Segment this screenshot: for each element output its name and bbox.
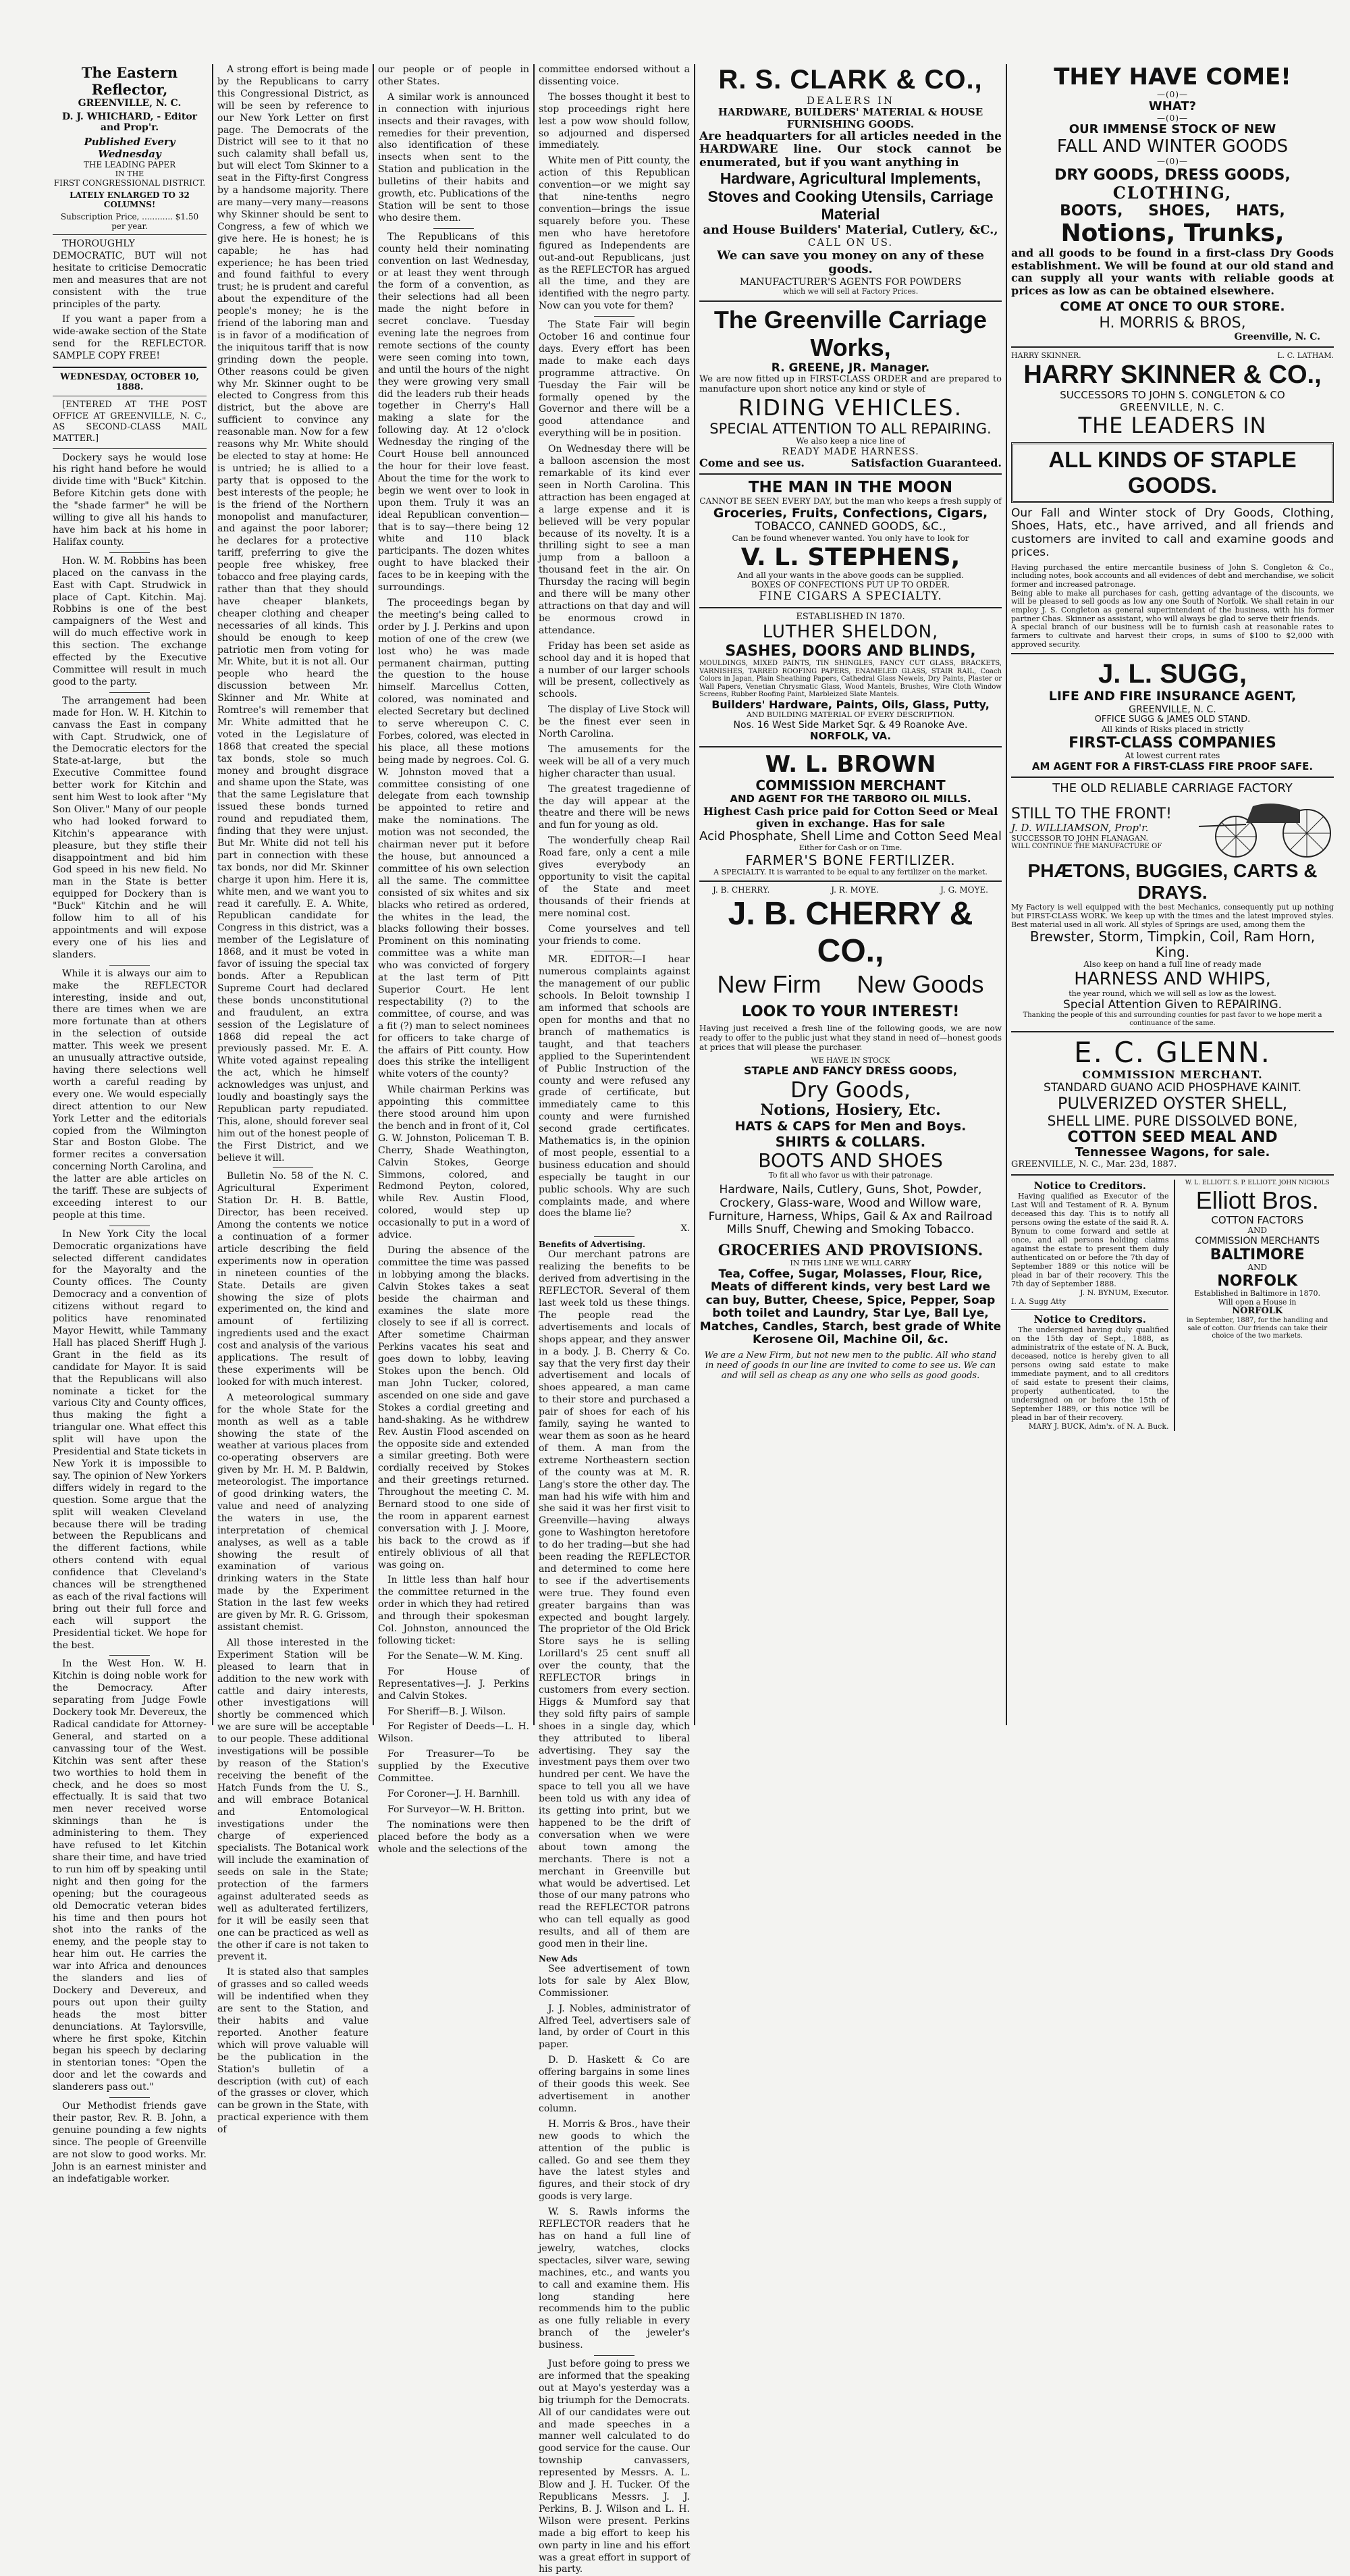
ad-elliott-line: COMMISSION MERCHANTS — [1195, 1235, 1320, 1246]
new-ad-note: W. S. Rawls informs the REFLECTOR readers that he has on hand a full line of jewelry, watches, clocks spectacles, silver ware, sewing machines, etc., and wants you to call and examine them. His long standing here recommends him to the public as one fully reliable in every branch of the jeweler's business. — [539, 2207, 690, 2351]
article-paragraph: A similar work is announced in connection with injurious insects and their ravages, with remedies for their prevention, also identification of these insects when sent to the Station and publication in the bulletins of their habits and growth, etc. Publications of the Station will be sent to those who desire them. — [378, 91, 529, 224]
column-rule — [694, 64, 695, 1725]
ad-cherry-line: Dry Goods, — [790, 1076, 911, 1103]
ad-skinner-partner: L. C. LATHAM. — [1277, 351, 1334, 361]
ad-clark-line: HARDWARE, BUILDERS' MATERIAL & HOUSE FURNISHING GOODS. — [718, 106, 983, 130]
notice-text: Having qualified as Executor of the Last Will and Testament of R. A. Bynum deceased this day. This is to notify all persons owing the estate of the said R. A. Bynum to come forward and settle at once, and all persons holding claims against the estate to present them duly authenticated on or before the 7th day of September 1889 or this notice will be plead in bar of their recovery. This the 7th day of September 1888. — [1011, 1191, 1169, 1288]
ad-sheldon-line: SASHES, DOORS AND BLINDS, — [725, 643, 976, 660]
ad-williamson-line: HARNESS AND WHIPS, — [1074, 969, 1271, 990]
ad-clark-line: Hardware, Agricultural Implements, Stoves and Cooking Utensils, Carriage Material — [707, 169, 994, 224]
ad-morris-line: DRY GOODS, DRESS GOODS, — [1054, 166, 1291, 184]
article-paragraph: In little less than half hour the committee returned in the order in which they had retired and through their spokesman Col. Johnston, announced the following ticket: — [378, 1575, 529, 1646]
ad-carriage-line: We also keep a nice line of — [796, 436, 905, 446]
ad-cherry-new-firm: New Firm — [717, 970, 821, 998]
ad-elliott-line: COTTON FACTORS — [1211, 1213, 1304, 1226]
article-paragraph: On Wednesday there will be a balloon ascension the most remarkable of its kind ever seen in North Carolina. This attraction has been engaged at a large expense and it is believed will be very popular because of its novelty. It is a thrilling sight to see a man jump from a balloon a thousand feet in the air. On Thursday the racing will begin and there will be many other attractions on that day and will be enormous crowd in attendance. — [539, 444, 690, 636]
ad-williamson-line: the year round, which we will sell as low as the lowest. — [1069, 989, 1276, 998]
new-ad-note: D. D. Haskett & Co are offering bargains in some lines of their goods this week. See advertisement in another column. — [539, 2055, 690, 2114]
article-paragraph: Our Methodist friends gave their pastor, Rev. R. B. John, a genuine pounding a few nights since. The people of Greenville are not slow to good works. Mr. John is an earnest minister and an indefatigable worker. — [53, 2101, 207, 2184]
ad-glenn-line: GREENVILLE, N. C., Mar. 23d, 1887. — [1011, 1159, 1177, 1169]
letter-paragraph: MR. EDITOR:—I hear numerous complaints against the management of our public schools. In Beloit township I am informed that schools are open for months and that no branch of mathematics is taught, and that teachers applied to the Superintendent of Public Instruction of the county and were refused any grade of certificate, but immediately came to this county and were furnished second grade certificates. Mathematics is, in the opinion of most people, essential to a business education and should especially be taught in our public schools. Why are such complaints made, and where does the blame lie? — [539, 954, 690, 1219]
ad-skinner-line: A special branch of our business will be to furnish cash at reasonable rates to farmers to cultivate and harvest their crops, in sums of $100 to $2,000 with approved security. — [1011, 623, 1334, 649]
ad-carriage-line: Satisfaction Guaranteed. — [850, 456, 1002, 469]
column-4 — [539, 64, 690, 2575]
masthead-subscription: Subscription Price, ............ $1.50 per year. — [60, 212, 199, 231]
ad-sugg-line: All kinds of Risks placed in strictly — [1101, 725, 1244, 735]
ad-elliott-line: BALTIMORE — [1210, 1246, 1305, 1263]
ad-carriage-line: We are now fitted up in FIRST-CLASS ORDER and are prepared to manufacture upon short notice any kind or style of — [699, 374, 1002, 395]
masthead-leading-3: FIRST CONGRESSIONAL DISTRICT. — [53, 178, 206, 188]
ad-cherry-line: Notions, Hosiery, Etc. — [760, 1101, 941, 1120]
notice-heading: Notice to Creditors. — [1033, 1179, 1146, 1192]
ad-clark-line: We can save you money on any of these goods. — [717, 248, 984, 277]
column-5-ads — [699, 64, 1002, 1725]
ad-sugg — [1011, 658, 1334, 772]
ad-cherry-line: To fit all who favor us with their patronage. — [768, 1170, 933, 1180]
ad-sheldon — [699, 612, 1002, 742]
ad-clark-line: Are headquarters for all articles needed in the HARDWARE line. Our stock cannot be enumerated, but if you want anything in — [699, 129, 1002, 169]
ad-sheldon-line: NORFOLK, VA. — [809, 730, 892, 743]
article-paragraph: The bosses thought it best to stop proceedings right here lest a pow wow should follow, so adjourned and dispersed immediately. — [539, 91, 690, 151]
ad-glenn-line: SHELL LIME. PURE DISSOLVED BONE, — [1047, 1112, 1298, 1129]
ad-williamson-line: THE OLD RELIABLE CARRIAGE FACTORY — [1052, 781, 1293, 796]
article-paragraph: In the West Hon. W. H. Kitchin is doing noble work for the Democracy. After separating from Judge Fowle Dockery took Mr. Devereux, the Radical candidate for Attorney-General, and started on a canvassing tour of the West. Kitchin was sent after these two worthies to hold them in check, and he does so most effectually. It is said that two men never received worse skinnings than he is administering to them. They have refused to let Kitchin share their time, and have tried to run him off by speaking until night and then going for the opening; but the courageous old Democratic veteran bides his time and then pours hot shot into the ranks of the enemy, and the people stay to hear him out. He carries the war into Africa and denounces the slanders and lies of Dockery and Devereux, and pours out upon their guilty heads the most bitter denunciations. At Taylorsville, where he first spoke, Kitchin began his speech by declaring in stentorian tones: "Open the door and let the cowards and slanderers pass out." — [53, 1658, 207, 2093]
ticket-line: For the Senate—W. M. King. — [387, 1650, 523, 1662]
ad-clark-line: and House Builders' Material, Cutlery, &C., — [703, 222, 998, 237]
ad-morris-line: and all goods to be found in a first-class Dry Goods establishment. We will be found at our old stand and can supply all your wants with reliable goods at prices as low as can be obtained elsewhere. — [1011, 246, 1334, 297]
postal-entry: [ENTERED AT THE POST OFFICE AT GREENVILLE, N. C., AS SECOND-CLASS MAIL MATTER.] — [53, 400, 207, 444]
ad-stephens-line: BOXES OF CONFECTIONS PUT UP TO ORDER. — [751, 579, 950, 589]
ad-morris-place: Greenville, N. C. — [1234, 332, 1320, 343]
ad-cherry-line: GROCERIES AND PROVISIONS. — [718, 1241, 983, 1259]
ad-glenn-line: Tennessee Wagons, for sale. — [1075, 1145, 1270, 1160]
ad-cherry-partner: J. R. MOYE. — [831, 885, 880, 895]
ad-elliott-line: NORFOLK — [1232, 1306, 1283, 1317]
new-ad-note: See advertisement of town lots for sale by Alex Blow, Commissioner. — [539, 1963, 690, 1999]
ad-clark-line: which we will sell at Factory Prices. — [782, 287, 919, 296]
ad-sheldon-est: ESTABLISHED IN 1870. — [796, 612, 905, 623]
section-heading: Benefits of Advertising. — [539, 1240, 646, 1250]
letter-signature: X. — [680, 1224, 690, 1234]
ad-stephens-line: CANNOT BE SEEN EVERY DAY, but the man who keeps a fresh supply of — [699, 496, 1002, 506]
ad-h-morris: THEY HAVE COME! —(0)— WHAT? —(0)— OUR IMMENSE STOCK OF NEW FALL AND WINTER GOODS —(0)— DRY GOODS, DRESS GOODS, CLOTHING, BOOTS, SHOES, HATS, Notions, Trunks, and all goods to be found in a first-class Dry Goods establishment. We will be found at our old stand and can supply all your wants with reliable goods at prices as low as can be obtained elsewhere. COME AT ONCE TO OUR STORE. H. MORRIS & BROS, Greenville, N. C. — [1011, 63, 1334, 343]
ad-cherry-partner: J. G. MOYE. — [940, 885, 988, 895]
ad-elliott-line: AND — [1247, 1263, 1268, 1273]
ad-brown-line: FARMER'S BONE FERTILIZER. — [745, 851, 956, 868]
masthead-leading-1: THE LEADING PAPER — [83, 160, 176, 169]
notice-heading: Notice to Creditors. — [1033, 1313, 1146, 1325]
buggy-illustration — [1199, 796, 1334, 860]
ad-glenn — [1011, 1036, 1334, 1170]
ad-stephens-line: TOBACCO, CANNED GOODS, &C., — [755, 520, 946, 534]
column-rule — [1006, 64, 1007, 1725]
ad-stephens-line: FINE CIGARS A SPECIALTY. — [759, 589, 942, 603]
masthead-published: Published Every Wednesday — [84, 136, 176, 160]
ad-skinner-line: ALL KINDS OF STAPLE GOODS. — [1048, 446, 1297, 498]
ad-skinner-partner: HARRY SKINNER. — [1011, 351, 1081, 361]
ad-brown-line: Acid Phosphate, Shell Lime and Cotton Seed Meal — [699, 829, 1002, 844]
column-1 — [53, 64, 207, 2184]
ad-glenn-line: PULVERIZED OYSTER SHELL, — [1057, 1094, 1288, 1113]
article-paragraph: White men of Pitt county, the action of this Republican convention—or we might say that nine-tenths negro convention—brings the issue squarely before you. These men who have heretofore figured as Independents are out-and-out Republicans, just as the REFLECTOR has argued all the time, and they are identified with the negro party. Now can you vote for them? — [539, 155, 690, 312]
masthead-sample: If you want a paper from a wide-awake section of the State send for the REFLECTOR. SAMPLE COPY FREE! — [53, 314, 207, 362]
ad-skinner-line: Being able to make all purchases for cash, getting advantage of the discounts, we will be pleased to sell goods as low any one South of Norfolk. We shall retain in our employ J. S. Congleton as general superintendent of the business, with his former partner Chas. Skinner as assistant, who will always be glad to serve their friends. — [1011, 588, 1334, 623]
article-paragraph: During the absence of the committee the time was passed in lobbying among the blacks. Calvin Stokes takes a seat beside the chairman and examines the slate more closely to see if all is correct. After sometime Chairman Perkins vacates his seat and goes down to lobby, leaving Stokes upon the bench. Old man John Tucker, colored, ascended on one side and gave Stokes a cordial greeting and hand-shaking. As he withdrew Rev. Austin Flood ascended on the opposite side and extended a similar greeting. Both were cordially received by Stokes and their greetings returned. Throughout the meeting C. M. Bernard stood to one side of the room in apparent earnest conversation with J. J. Moore, his back to the crowd as if entirely oblivious of all that was going on. — [378, 1245, 529, 1571]
ad-sugg-line: At lowest current rates — [1125, 751, 1220, 761]
ad-morris-name: H. MORRIS & BROS, — [1099, 314, 1246, 332]
article-paragraph: While it is always our aim to make the REFLECTOR interesting, inside and out, there are times when we are more fortunate than at others in the selection of outside matter. This week we present an unusually attractive outside, having there selections well worth a careful reading by every one. We would especially direct attention to our New York Letter and the editorials copied from the Wilmington Star and Boston Globe. The former recites a conversation concerning North Carolina, and the latter are able articles on the tariff. These are subjects of exceeding interest to our people at this time. — [53, 968, 207, 1221]
ad-williamson-line: J. D. WILLIAMSON, Prop'r. — [1011, 822, 1149, 835]
ad-skinner-name: HARRY SKINNER & CO., — [1023, 360, 1322, 389]
ad-williamson-line: SUCCESSOR TO JOHN FLANAGAN. — [1011, 833, 1148, 843]
ad-williamson-line: WILL CONTINUE THE MANUFACTURE OF — [1011, 843, 1162, 851]
ad-skinner-line: Our Fall and Winter stock of Dry Goods, Clothing, Shoes, Hats, etc., have arrived, and all friends and customers are invited to call and examine goods and prices. — [1011, 506, 1334, 560]
ad-williamson-line: Also keep on hand a full line of ready made — [1083, 960, 1262, 970]
ad-sheldon-line: AND BUILDING MATERIAL OF EVERY DESCRIPTION. — [746, 710, 955, 720]
ad-harry-skinner — [1011, 352, 1334, 649]
article-paragraph: It is stated also that samples of grasses and so called weeds will be indentified when they are sent to the Station, and their habits and value reported. Another feature which will prove valuable will be the publication in the Station's bulletin of a description (with cut) of each of the grasses or clover, which can be grown in the State, with practical experience with them of — [217, 1967, 369, 2136]
ad-brown-line: AND AGENT FOR THE TARBORO OIL MILLS. — [730, 793, 971, 806]
section-heading: New Ads — [539, 1953, 578, 1964]
ad-carriage-name: The Greenville Carriage Works, — [713, 305, 988, 362]
ad-williamson — [1011, 782, 1334, 1027]
column-rule — [373, 64, 374, 1725]
legal-notices — [1011, 1180, 1168, 1431]
article-paragraph: A strong effort is being made by the Republicans to carry this Congressional District, as will be seen by reference to our New York Letter on first page. The Democrats of the District will see to it that no such calamity shall befall us, but will elect Tom Skinner to a seat in the Fifty-first Congress by a handsome majority. There are many—very many—reasons why Skinner should be sent to Congress, a few of which we give here. He is honest; he is capable; he has had experience; he has been tried and found faithful to every trust; he is prudent and careful about the expenditure of the people's money; he is the friend of the laboring man and is in favor of a modification of the iniquitous tariff that is now grinding down the people. Other reasons could be given why Mr. Skinner ought to be elected to Congress from this district, but the above are sufficient to convince any reasonable man. Now for a few reasons why Mr. White should be elected to stay at home: He is untried; he is allied to a party that is opposed to the best interests of the people; he is the friend of the Northern monopolist and manufacturer, and against the poor laborer; he declares for a protective tariff, preferring to give the people free whiskey, free tobacco and free playing cards, rather than that they should have cheaper blankets, cheaper clothing and cheaper necessaries of all kinds. This should be enough to keep patriotic men from voting for Mr. White, but it is not all. Our people who heard the discussion between Mr. Skinner and Mr. White at Romtree's will remember that Mr. White admitted that he voted in the Legislature of 1868 that created the special tax bonds, stole so much money and brought disgrace and shame upon the State, was that the same Legislature that issued these bonds turned round and repudiated them, finding that they were unjust. But Mr. White did not tell his part in connection with these tax bonds, nor did Mr. Skinner charge it upon him. Here it is, white men, and we want you to read it carefully. E. A. White, Republican candidate for Congress in this district, was a member of the Legislature of 1868, and it must be voted in favor of issuing the special tax bonds. After a Republican Supreme Court had declared these bonds unconstitutional and fraudulent, an extra session of the Legislature of 1868 did repeal the act previously passed. Mr. E. A. White voted against repealing the act, which he himself acknowledges was unjust, and loudly and boastingly says the Republican party repudiated. This, alone, should forever seal him out of the honest people of the First District, and we believe it will. — [217, 64, 369, 1163]
article-paragraph: The Republicans of this county held their nominating convention on last Wednesday, or at least they went through the form of a convention, as their selections had all been made the night before in secret conclave. Tuesday evening late the negroes from remote sections of the county were seen coming into town, and until the hours of the night they were growing very small did the leaders rub their heads together in Cherry's Hall making a slate for the following day. At 12 o'clock Wednesday the ringing of the Court House bell announced the hour for their love feast. About the time for the work to begin we went over to look in upon them. Truly it was an ideal Republican convention—that is to say—there being 12 white and 110 black participants. The dozen whites ought to have blacked their faces to be in keeping with the surroundings. — [378, 231, 529, 594]
ad-williamson-line: PHÆTONS, BUGGIES, CARTS & DRAYS. — [1027, 860, 1318, 903]
ad-sheldon-line: Nos. 16 West Side Market Sqr. & 49 Roanoke Ave. — [733, 719, 968, 731]
ad-sheldon-name: LUTHER SHELDON, — [762, 622, 939, 643]
article-paragraph: In New York City the local Democratic organizations have selected different candidates for the Mayoralty and the County offices. The County Democracy and a convention of citizens without regard to politics have renominated Mayor Hewitt, while Tammany Hall has placed Sheriff Hugh J. Grant in the field as its candidate for Mayor. It is said that the Republicans will also nominate a ticket for the various City and County offices, thus making the fight a triangular one. What effect this split will have upon the Presidential and State tickets in New York it is impossible to say. The opinion of New Yorkers differs widely in regard to the question. Some argue that the split will weaken Cleveland because there will be trading between the Republicans and the different factions, while others contend with equal confidence that Cleveland's chances will be strengthened as each of the rival factions will bring out their full force and each will support the Presidential ticket. We hope for the best. — [53, 1228, 207, 1651]
ad-morris-head: THEY HAVE COME! — [1054, 63, 1291, 90]
ad-stephens-line: Groceries, Fruits, Confections, Cigars, — [713, 505, 988, 521]
article-paragraph: The amusements for the week will be all of a very much higher character than usual. — [539, 743, 690, 779]
ad-morris-line: OUR IMMENSE STOCK OF NEW — [1069, 122, 1276, 137]
article-paragraph: The proceedings began by the meeting's being called to order by J. J. Perkins and upon motion of one of the crew (we lost who) he was made permanent chairman, putting the question to the house himself. Marcellus Cotten, colored, was nominated and elected Secretary but declined to serve whereupon C. C. Forbes, colored, was elected in his place, all these motions being made by negroes. Col. G. W. Johnston moved that a committee consisting of one delegate from each township be appointed to retire and make the nominations. The motion was not seconded, the chairman never put it before the house, but announced a committee of his own selection all the same. The committee consisted of six whites and six blacks who retired as ordered, the whites in the lead, the blacks following their bosses. Prominent on this nominating committee was a white man who was convicted of forgery at the last term of Pitt Superior Court. He lent respectability (?) to the committee, of course, and was a fit (?) man to select nominees for officers to take charge of the affairs of Pitt county. How does this strike the intelligent white voters of the county? — [378, 597, 529, 1080]
ad-cherry-look: LOOK TO YOUR INTEREST! — [741, 1003, 960, 1020]
ad-carriage-line: READY MADE HARNESS. — [782, 446, 919, 457]
ad-cherry-line: Having just received a fresh line of the following goods, we are now ready to offer to the public just what they stand in need of—honest goods at prices that will please the purchaser. — [699, 1024, 1002, 1052]
ad-williamson-line: Brewster, Storm, Timpkin, Coil, Ram Horn, King. — [1029, 928, 1316, 961]
ad-cherry-line: STAPLE AND FANCY DRESS GOODS, — [743, 1064, 958, 1078]
ad-carriage-line: SPECIAL ATTENTION TO ALL REPAIRING. — [709, 420, 992, 437]
ad-carriage-manager: R. GREENE, JR. Manager. — [771, 361, 930, 375]
article-paragraph: committee endorsed without a dissenting voice. — [539, 64, 690, 87]
article-paragraph: The arrangement had been made for Hon. W. H. Kitchin to canvass the East in company with Capt. Strudwick, one of the Democratic electors for the State-at-large, but the Executive Committee found better work for Kitchin and sent him West to look after "My Son Oliver." Many of our people who had looked forward to Kitchin's appearance with pleasure, but they stifle their disappointment and bid him God speed in his new field. No man in the State is better equipped for Dockery than is "Buck" Kitchin and he will follow him to all of his appointments and will expose every one of his lies and slanders. — [53, 695, 207, 960]
ad-elliott-line: Will open a House in — [1218, 1297, 1297, 1307]
ticket-line: For Coroner—J. H. Barnhill. — [387, 1788, 520, 1799]
ad-brown-line: COMMISSION MERCHANT — [755, 777, 946, 794]
notice-signature: J. N. BYNUM, Executor. — [1080, 1288, 1169, 1297]
article-paragraph: Friday has been set aside as school day and it is hoped that a number of our larger schools will be present, collectively as schools. — [539, 640, 690, 700]
ticket-line: For Surveyor—W. H. Britton. — [387, 1804, 525, 1815]
ad-williamson-line: Special Attention Given to REPAIRING. — [1062, 997, 1282, 1011]
new-ad-note: J. J. Nobles, administrator of Alfred Teel, advertisers sale of land, by order of Court in this paper. — [539, 2003, 690, 2051]
ad-morris-what: WHAT? — [1148, 99, 1197, 113]
ad-sugg-name: J. L. SUGG, — [1098, 659, 1247, 689]
ad-clark-dealers: DEALERS IN — [806, 95, 895, 107]
ad-brown-name: W. L. BROWN — [765, 751, 936, 779]
masthead-leading-2: IN THE — [115, 169, 144, 178]
ad-elliott-partners: W. L. ELLIOTT. S. P. ELLIOTT. JOHN NICHOLS — [1185, 1179, 1330, 1186]
article-paragraph: Just before going to press we are informed that the speaking out at Mayo's yesterday was a big triumph for the Democrats. All of our candidates were out and made speeches in a manner well calculated to do good service for the cause. Our township canvassers, represented by Messrs. A. L. Blow and J. H. Tucker. Of the Republicans Messrs. J. J. Perkins, B. J. Wilson and L. H. Wilson were present. Perkins made a big effort to keep his own party in line and his effort was a great effort in support of his party. — [539, 2359, 690, 2575]
ad-clark-name: R. S. CLARK & CO., — [718, 65, 983, 95]
ad-glenn-name: E. C. GLENN. — [1074, 1036, 1271, 1070]
ad-sugg-line: FIRST-CLASS COMPANIES — [1069, 734, 1276, 752]
ad-brown-line: A SPECIALTY. It is warranted to be equal to any fertilizer on the market. — [713, 867, 988, 876]
ad-cherry-line: We are a New Firm, but not new men to the public. All who stand in need of goods in our line are invited to come to see us. We can and will sell as cheap as any one who sells as good goods. — [704, 1350, 997, 1381]
ad-cherry-line: HATS & CAPS for Men and Boys. — [734, 1118, 967, 1134]
ad-cherry-line: Tea, Coffee, Sugar, Molasses, Flour, Rice, Meats of different kinds, very best Lard we can buy, Butter, Cheese, Spice, Pepper, Soap both toilet and Laundry, Star Lye, Ball Lye, Matches, Candles, Starch, best grade of White Kerosene Oil, Machine Oil, &c. — [699, 1267, 1002, 1347]
ad-cherry-line: BOOTS AND SHOES — [758, 1149, 943, 1172]
ad-stephens — [699, 479, 1002, 603]
ad-glenn-line: COMMISSION MERCHANT. — [1082, 1068, 1263, 1082]
ad-cherry-new-goods: New Goods — [857, 970, 984, 998]
ad-stephens-line: And all your wants in the above goods can be supplied. — [737, 571, 964, 581]
ad-skinner-line: GREENVILLE, N. C. — [1120, 400, 1225, 413]
ad-rs-clark — [699, 64, 1002, 296]
masthead — [53, 64, 207, 231]
article-paragraph: Dockery says he would lose his right hand before he would divide time with "Buck" Kitchin. Before Kitchin gets done with the "shade farmer" he will be willing to give all his hands to have him back at his home in Halifax county. — [53, 452, 207, 548]
ad-stephens-head: THE MAN IN THE MOON — [748, 479, 953, 497]
ad-stephens-line: Can be found whenever wanted. You only have to look for — [732, 533, 969, 543]
ticket-line: For House of Representatives—J. J. Perkins and Calvin Stokes. — [378, 1666, 529, 1702]
ad-cherry-line: Hardware, Nails, Cutlery, Guns, Shot, Powder, Crockery, Glass-ware, Wood and Willow ware, Furniture, Harness, Whips, Gail & Ax and Railroad Mills Snuff, Chewing and Smoking Tobacco. — [708, 1183, 993, 1237]
notice-attorney: I. A. Sugg Atty — [1011, 1296, 1066, 1306]
ad-carriage-line: Come and see us. — [699, 456, 805, 469]
ad-brown-line: Either for Cash or on Time. — [799, 843, 902, 853]
ad-morris-line: BOOTS, SHOES, HATS, — [1060, 202, 1285, 219]
article-paragraph: While chairman Perkins was appointing this committee there stood around him upon the bench and in front of it, Col G. W. Johnston, Policeman T. B. Cherry, Shade Weathington, Calvin Stokes, George Simmons, colored, and Redmond Peyton, colored, while Rev. Austin Flood, colored, would step up occasionally to put in a word of advice. — [378, 1084, 529, 1241]
ad-jb-cherry — [699, 886, 1002, 1381]
ad-cherry-partner: J. B. CHERRY. — [713, 885, 770, 895]
new-ad-note: H. Morris & Bros., have their new goods to which the attention of the public is called. Go and see them they have the latest styles and figures, and their stock of dry goods is very large. — [539, 2118, 690, 2203]
ad-stephens-name: V. L. STEPHENS, — [740, 543, 961, 571]
ad-elliott-line: Established in Baltimore in 1870. — [1194, 1289, 1321, 1298]
ad-elliott-line: in September, 1887, for the handling and sale of cotton. Our friends can take their choice of the two markets. — [1187, 1317, 1328, 1340]
ad-cherry-line: SHIRTS & COLLARS. — [775, 1133, 926, 1150]
ad-clark-line: CALL ON US. — [807, 236, 894, 249]
ad-sugg-line: GREENVILLE, N. C. — [1129, 704, 1216, 716]
issue-date: WEDNESDAY, OCTOBER 10, 1888. — [60, 372, 199, 393]
ad-skinner-line: Having purchased the entire mercantile business of John S. Congleton & Co., including notes, book accounts and all evidences of debt and merchandise, we solicit former and increased patronage. — [1011, 562, 1334, 589]
article-paragraph: our people or of people in other States. — [378, 64, 529, 87]
masthead-editor: D. J. WHICHARD, - Editor and Prop'r. — [61, 111, 198, 133]
column-rule — [533, 64, 535, 1725]
ad-morris-line: Notions, Trunks, — [1060, 219, 1285, 247]
ad-glenn-line: STANDARD GUANO ACID PHOSPHAVE KAINIT. — [1044, 1080, 1301, 1095]
masthead-policy: THOROUGHLY DEMOCRATIC, BUT will not hesitate to criticise Democratic men and measures that are not consistent with the true principles of the party. — [53, 238, 207, 310]
article-paragraph: The wonderfully cheap Rail Road fare, only a cent a mile gives everybody an opportunity to visit the capital of the State and meet thousands of their friends at mere nominal cost. — [539, 835, 690, 919]
masthead-title: The Eastern Reflector, — [81, 64, 178, 98]
ad-morris-line: FALL AND WINTER GOODS — [1056, 136, 1289, 157]
ad-cherry-line: WE HAVE IN STOCK — [811, 1055, 890, 1065]
ad-clark-line: MANUFACTURER'S AGENTS FOR POWDERS — [739, 277, 962, 288]
article-paragraph: Our merchant patrons are realizing the benefits to be derived from advertising in the REFLECTOR. Several of them last week told us these things. The people read the advertisements and locals of shops appear, and they answer in a body. J. B. Cherry & Co. say that the very first day their advertisement and locals of shoes appeared, a man came to their store and purchased a pair of shoes for each of his family, saying he wanted to wear them as soon as he heard of them. A man from the extreme Northeastern section of the county was at M. R. Lang's store the other day. The man had his wife with him and she said it was her first visit to Greenville—having always gone to Washington heretofore to do her trading—but she had been reading the REFLECTOR and determined to come here to see if the advertisements were true. They found even greater bargains than was expected and bought largely. The proprietor of the Old Brick Store says he is selling Lorillard's 25 cent snuff all over the county, that the REFLECTOR brings in customers from every section. Higgs & Mumford say that they sold fifty pairs of sample shoes in a single day, which they attributed to liberal advertising. They say the investment pays them over two hundred per cent. We have the space to tell you all we have been told us with any idea of its getting into print, but we happened to be the drift of conversation when we were about town among the merchants. There is not a merchant in Greenville but what would be advertised. Let those of our many patrons who read the REFLECTOR patrons who can tell equally as good results, and all of them are good men in their line. — [539, 1249, 690, 1950]
ad-williamson-line: My Factory is well equipped with the best Mechanics, consequently put up nothing but FIRST-CLASS WORK. We keep up with the times and the latest improved styles. Best material used in all work. All styles of Springs are used, among them the — [1011, 903, 1334, 929]
ad-sheldon-line: MOULDINGS, MIXED PAINTS, TIN SHINGLES, FANCY CUT GLASS, BRACKETS, VARNISHES, TARRED ROOFING PAPERS, ENAMELED GLASS, STAIR RAIL, Coach Colors in Japan, Plain Sheathing Papers, Cathedral Glass Newels, Dry Paints, Plaster or Wall Papers, Venetian Chrysmatic Glass, Wood Mantels, Brushes, Wire Cloth Window Screens, Rubber Roofing Paint, Marbleized Slate Mantels. — [699, 660, 1002, 699]
article-paragraph: The greatest tragedienne of the day will appear at the theatre and there will be news and fun for young as old. — [539, 783, 690, 831]
ad-elliott-line: AND — [1247, 1225, 1268, 1235]
ad-skinner-line: THE LEADERS IN — [1078, 412, 1267, 438]
ad-elliott-bros — [1181, 1180, 1334, 1431]
column-6-ads — [1011, 64, 1334, 1725]
article-paragraph: Bulletin No. 58 of the N. C. Agricultural Experiment Station Dr. H. B. Battle, Director, has been received. Among the contents we notice a continuation of a former article describing the field experiments now in operation in nineteen counties of the State. Details are given showing the size of plots experimented on, the kind and amount of fertilizing ingredients used and the exact cost and analysis of the various applications. The result of these experiments will be looked for with much interest. — [217, 1171, 369, 1388]
article-paragraph: The State Fair will begin October 16 and continue four days. Every effort has been made to make each days programme attractive. On Tuesday the Fair will be formally opened by the Governor and there will be a good attendance and everything will be in position. — [539, 319, 690, 440]
ad-brown-line: Highest Cash price paid for Cotton Seed or Meal given in exchange. Has for sale — [703, 804, 998, 830]
column-2 — [217, 64, 369, 2136]
ad-carriage-line: RIDING VEHICLES. — [738, 394, 963, 421]
ad-brown — [699, 752, 1002, 876]
ad-skinner-line: SUCCESSORS TO JOHN S. CONGLETON & CO — [1060, 389, 1285, 402]
ad-glenn-line: COTTON SEED MEAL AND — [1067, 1128, 1278, 1146]
ad-williamson-line: Thanking the people of this and surrounding counties for past favor to we hope merit a continuance of the same. — [1023, 1011, 1322, 1027]
ticket-line: For Register of Deeds—L. H. Wilson. — [378, 1721, 529, 1745]
ad-morris-line: CLOTHING, — [1112, 183, 1233, 203]
ticket-line: For Treasurer—To be supplied by the Executive Committee. — [378, 1749, 529, 1785]
column-rule — [212, 64, 213, 1725]
ad-cherry-line: IN THIS LINE WE WILL CARRY — [790, 1258, 911, 1267]
ad-sugg-line: LIFE AND FIRE INSURANCE AGENT, — [1048, 689, 1297, 704]
article-paragraph: All those interested in the Experiment Station will be pleased to learn that in addition to the new work with cattle and dairy interests, other investigations will shortly be commenced which we are sure will be acceptable to our people. These additional investigations will be possible by reason of the Station's receiving the benefit of the Hatch Funds from the U. S., and will embrace Botanical and Entomological investigations under the charge of experienced specialists. The Botanical work will include the examination of seeds on sale in the State; protection of the farmers against adulterated seeds as well as adulterated fertilizers, for it will be easily seen that one can be practiced as well as the other if care is not taken to prevent it. — [217, 1637, 369, 1963]
ad-carriage-works — [699, 306, 1002, 470]
ad-sugg-line: OFFICE SUGG & JAMES OLD STAND. — [1094, 714, 1251, 725]
ad-elliott-line: NORFOLK — [1217, 1272, 1298, 1290]
article-paragraph: A meteorological summary for the whole State for the month as well as a table showing the state of the weather at various places from co-operating observers are given by Mr. H. M. P. Baldwin, meteorologist. The importance of good drinking waters, the value and need of analyzing the waters in use, the interpretation of chemical analyses, as well as a table showing the result of examination of various drinking waters in the State made by the Experiment Station in the last few weeks are given by Mr. R. G. Grissom, assistant chemist. — [217, 1392, 369, 1633]
ad-morris-line: COME AT ONCE TO OUR STORE. — [1060, 298, 1285, 314]
notice-signature: MARY J. BUCK, Adm'x. of N. A. Buck. — [1028, 1421, 1169, 1431]
ad-cherry-name: J. B. CHERRY & CO., — [728, 896, 973, 970]
column-3 — [378, 64, 529, 1855]
masthead-enlarged: LATELY ENLARGED TO 32 COLUMNS! — [70, 190, 190, 209]
ticket-line: For Sheriff—B. J. Wilson. — [387, 1706, 506, 1717]
article-paragraph: The display of Live Stock will be the finest ever seen in North Carolina. — [539, 704, 690, 740]
ad-williamson-line: STILL TO THE FRONT! — [1011, 806, 1172, 823]
notice-text: The undersigned having duly qualified on the 15th day of Sept., 1888, as administratrix of the estate of N. A. Buck, deceased, notice is hereby given to all persons owing said estate to make immediate payment, and to all creditors of said estate to present their claims, properly authenticated, to the undersigned on or before the 15th of September 1889, or this notice will be plead in bar of their recovery. — [1011, 1325, 1169, 1422]
ad-elliott-name: Elliott Bros. — [1195, 1186, 1319, 1215]
newspaper-page — [53, 63, 1335, 2575]
article-paragraph: Come yourselves and tell your friends to come. — [539, 923, 690, 947]
ad-sugg-line: AM AGENT FOR A FIRST-CLASS FIRE PROOF SAFE. — [1031, 760, 1314, 772]
ad-sheldon-line: Builders' Hardware, Paints, Oils, Glass, Putty, — [711, 698, 990, 711]
article-paragraph: The nominations were then placed before the body as a whole and the selections of the — [378, 1819, 529, 1855]
masthead-place: GREENVILLE, N. C. — [78, 98, 182, 109]
article-paragraph: Hon. W. M. Robbins has been placed on the canvass in the East with Capt. Strudwick in place of Capt. Kitchin. Maj. Robbins is one of the best campaigners of the West and will do much effective work in this section. The exchange effected by the Executive Committee will result in much good to the party. — [53, 555, 207, 687]
